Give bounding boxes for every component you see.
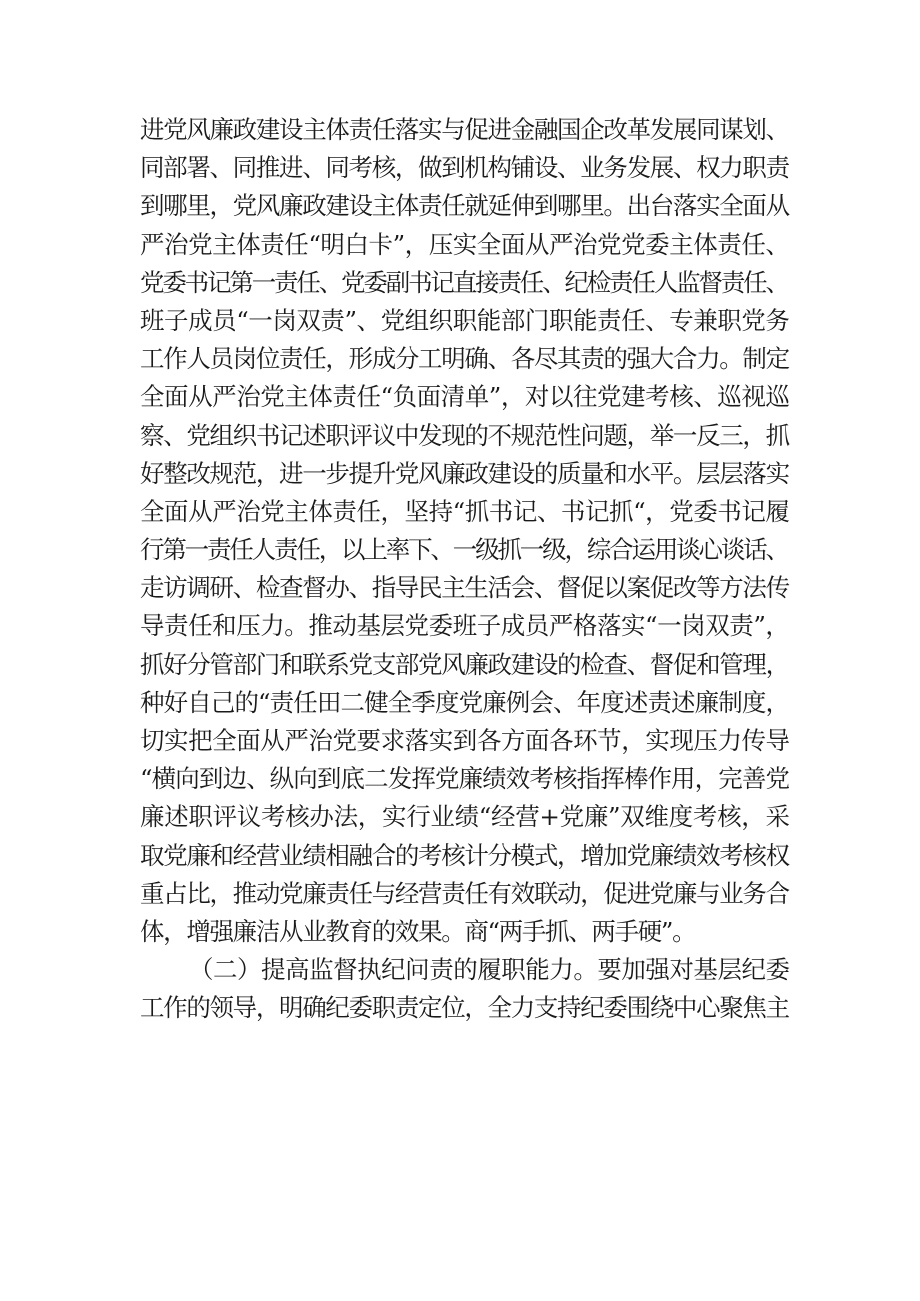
text-line: 好整改规范，进一步提升党风廉政建设的质量和水平。层层落实	[140, 458, 789, 488]
text-line: 重占比，推动党廉责任与经营责任有效联动，促进党廉与业务合	[140, 878, 789, 908]
paragraph-2	[140, 951, 790, 1027]
text-line: 进党风廉政建设主体责任落实与促进金融国企改革发展同谋划、	[140, 115, 789, 144]
text-line: 党委书记第一责任、党委副书记直接责任、纪检责任人监督责任、	[140, 267, 788, 297]
text-line: 工作的领导，明确纪委职责定位，全力支持纪委围绕中心聚焦主	[140, 993, 789, 1023]
text-line: 取党廉和经营业绩相融合的考核计分模式，增加党廉绩效考核权	[140, 840, 789, 870]
text-line: “横向到边、纵向到底二发挥党廉绩效考核指挥棒作用，完善党	[140, 764, 790, 794]
text-line: 切实把全面从严治党要求落实到各方面各环节，实现压力传导	[140, 726, 790, 755]
text-line: 严治党主体责任“明白卡”，压实全面从严治党党委主体责任、	[140, 229, 790, 259]
text-line: 走访调研、检查督办、指导民主生活会、督促以案促改等方法传	[140, 573, 789, 603]
text-line: 工作人员岗位责任，形成分工明确、各尽其责的强大合力。制定	[140, 344, 789, 374]
paragraph-1	[140, 111, 790, 951]
text-line: 抓好分管部门和联系党支部党风廉政建设的检查、督促和管理，	[140, 649, 789, 679]
text-line: 到哪里，党风廉政建设主体责任就延伸到哪里。出台落实全面从	[140, 191, 789, 221]
text-line: 体，增强廉洁从业教育的效果。商“两手抓、两手硬”。	[140, 916, 696, 946]
text-line: 察、党组织书记述职评议中发现的不规范性问题，举一反三，抓	[140, 420, 789, 450]
text-line: 廉述职评议考核办法，实行业绩“经营+党廉”双维度考核，采	[140, 802, 790, 832]
text-line: 同部署、同推进、同考核，做到机构铺设、业务发展、权力职责	[140, 153, 789, 183]
text-line: 全面从严治党主体责任“负面清单”，对以往党建考核、巡视巡	[140, 382, 790, 412]
document-body	[140, 111, 790, 1028]
text-line: 班子成员“一岗双责”、党组织职能部门职能责任、专兼职党务	[140, 305, 790, 335]
section-heading-line: （二）提高监督执纪问责的履职能力。要加强对基层纪委	[189, 955, 790, 985]
text-line: 导责任和压力。推动基层党委班子成员严格落实“一岗双责”，	[140, 611, 790, 641]
text-line: 全面从严治党主体责任，坚持“抓书记、书记抓“，党委书记履	[140, 496, 790, 526]
text-line: 种好自己的“责任田二健全季度党廉例会、年度述责述廉制度，	[140, 687, 790, 717]
text-line: 行第一责任人责任，以上率下、一级抓一级，综合运用谈心谈话、	[140, 535, 788, 565]
